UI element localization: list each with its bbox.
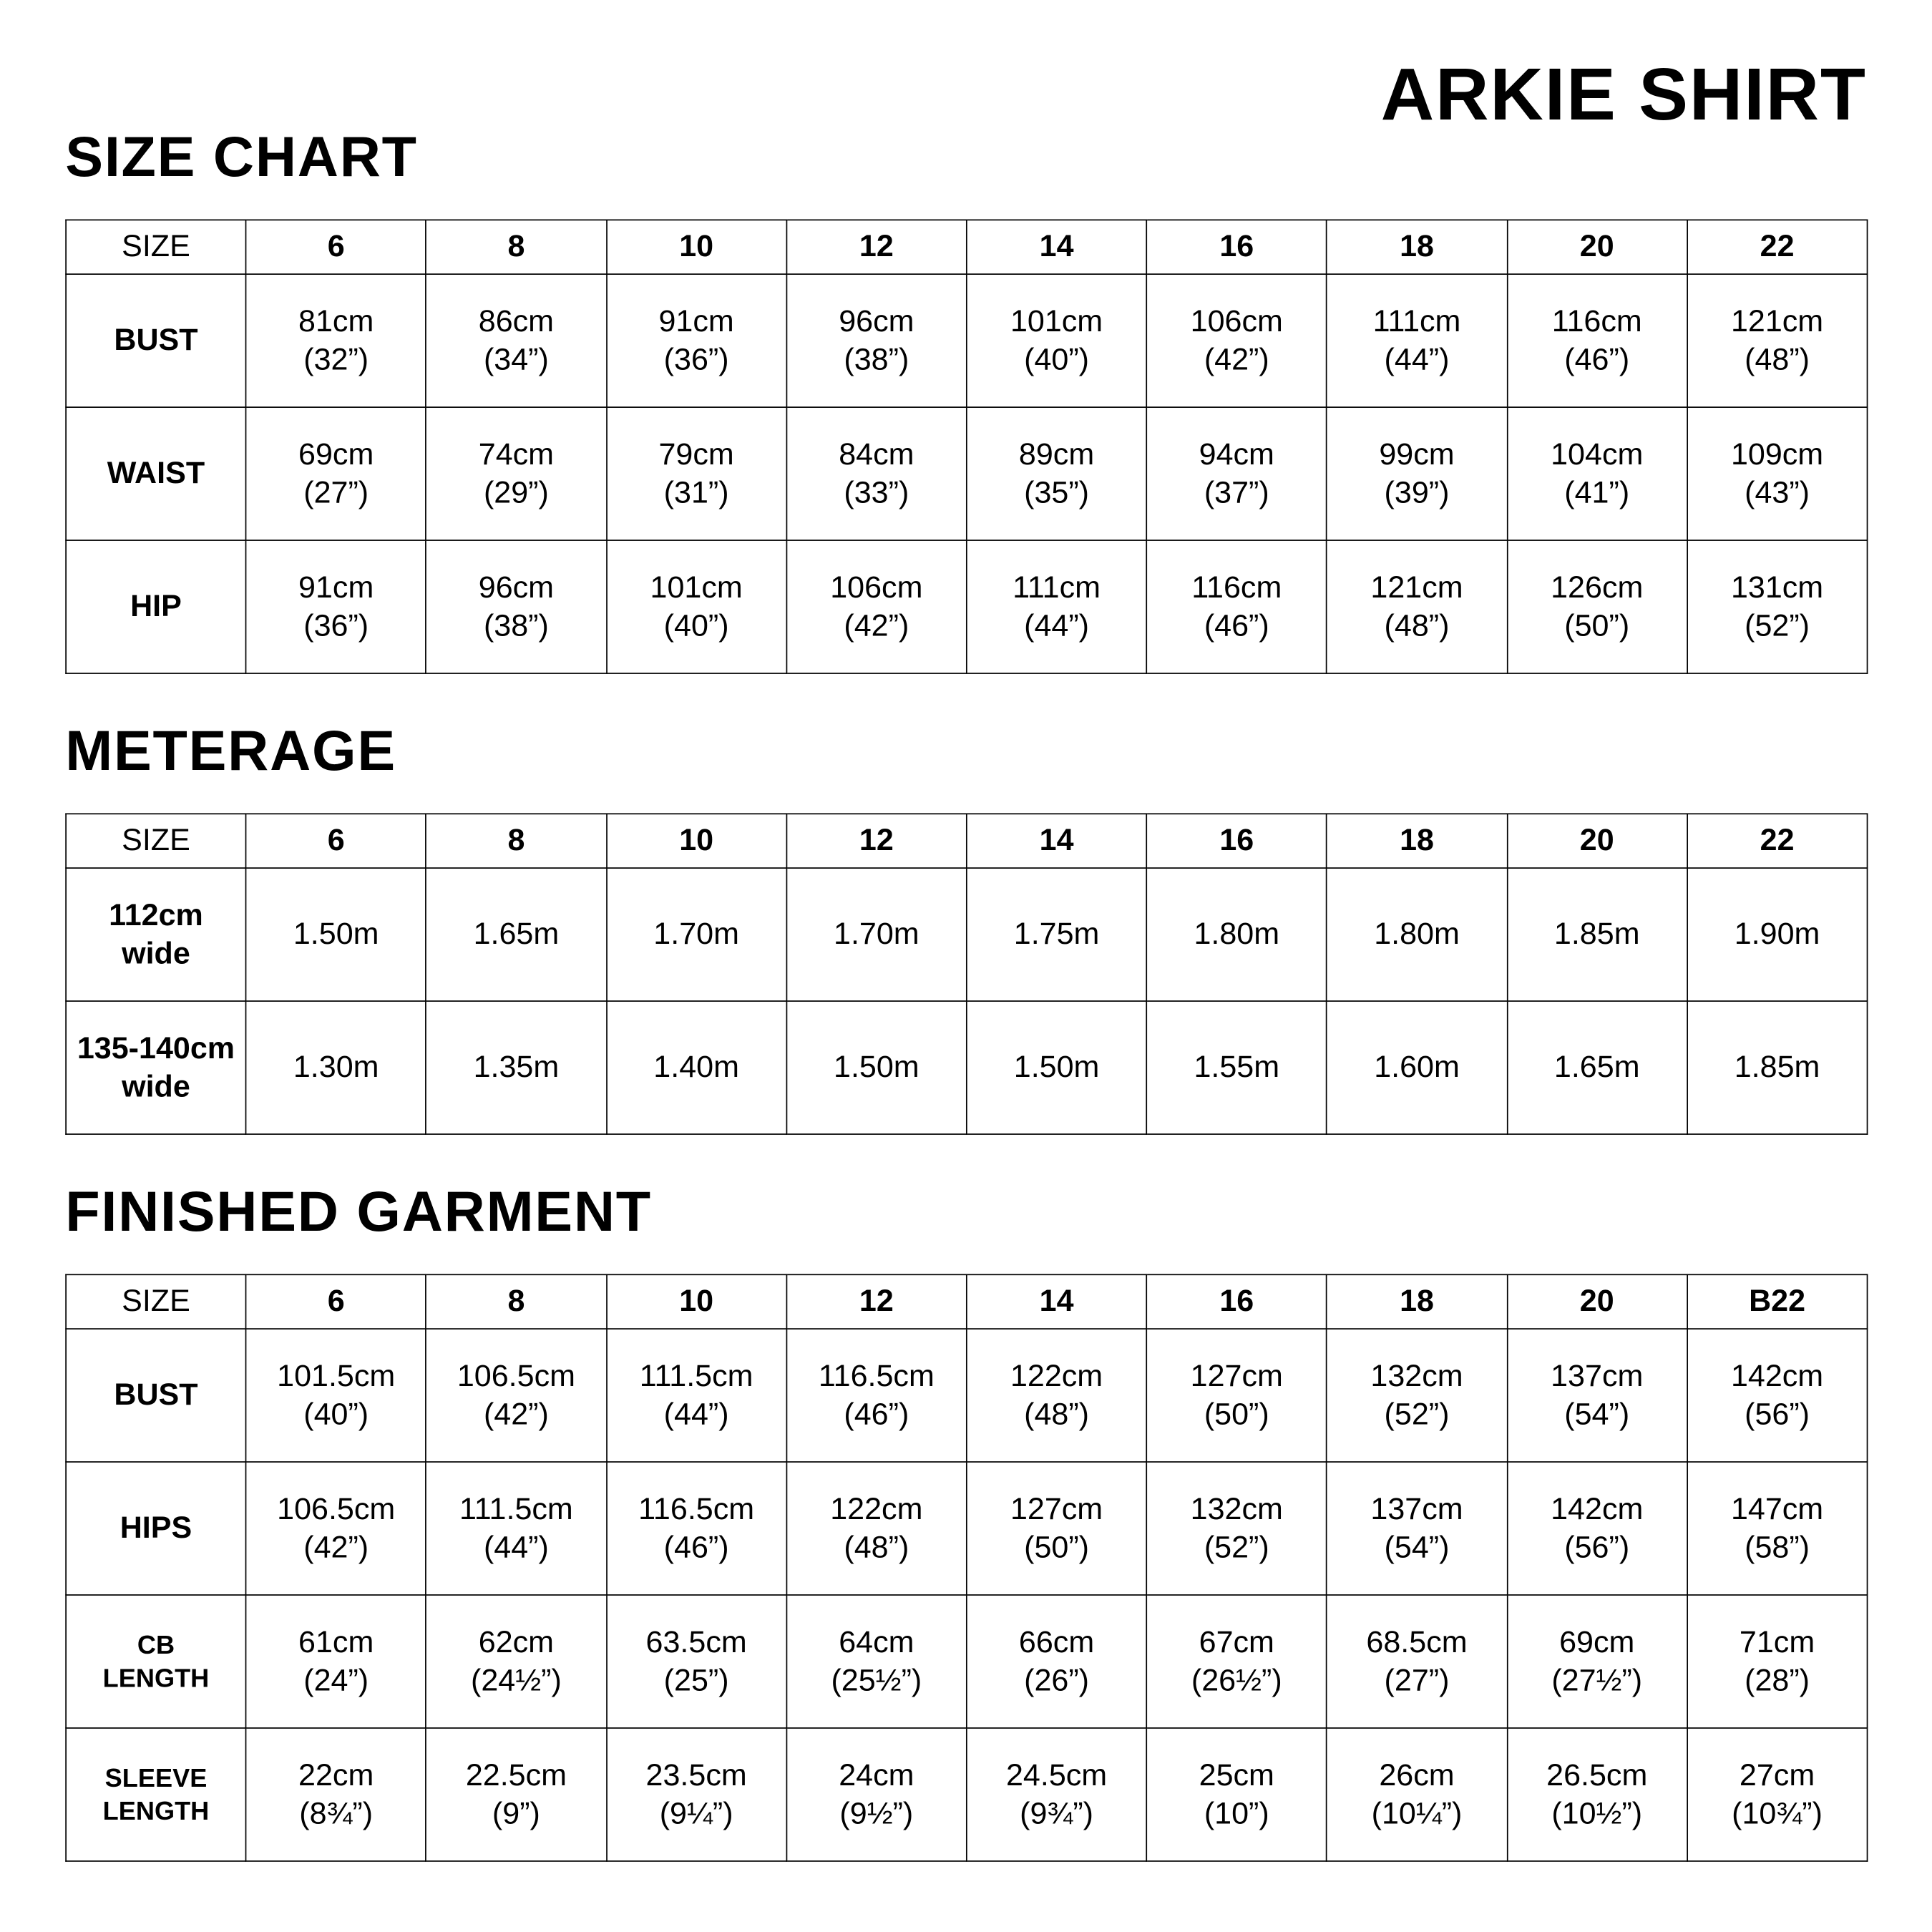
size-header-cell: 6: [246, 1274, 426, 1329]
imperial-value: (9¾”): [1020, 1795, 1093, 1830]
measurement-cell: [426, 868, 607, 1001]
size-header-cell: 22: [1687, 220, 1868, 274]
metric-value: 106cm: [1190, 303, 1283, 338]
imperial-value: (42”): [1204, 341, 1269, 377]
imperial-value: (42”): [844, 608, 909, 643]
imperial-value: (25½”): [831, 1662, 922, 1697]
metric-value: 104cm: [1551, 436, 1644, 472]
measurement-cell: [606, 1595, 786, 1728]
imperial-value: (10”): [1204, 1795, 1269, 1830]
size-header-cell: 8: [426, 814, 607, 868]
size-header-cell: 8: [426, 1274, 607, 1329]
imperial-value: (26”): [1024, 1662, 1090, 1697]
measurement-cell: [1146, 1329, 1327, 1462]
imperial-value: (40”): [303, 1396, 369, 1431]
measurement-cell: [967, 1462, 1147, 1595]
measurement-cell: [786, 274, 967, 407]
measurement-cell: [1687, 868, 1868, 1001]
measurement-cell: [246, 540, 426, 673]
metric-value: 127cm: [1190, 1358, 1283, 1393]
measurement-cell: [1687, 1462, 1868, 1595]
measurement-cell: [426, 1001, 607, 1134]
size-header-cell: 20: [1507, 220, 1687, 274]
metric-value: 122cm: [830, 1491, 923, 1526]
imperial-value: (40”): [663, 608, 729, 643]
imperial-value: (56”): [1745, 1396, 1810, 1431]
measurement-cell: [426, 274, 607, 407]
imperial-value: (44”): [1384, 341, 1450, 377]
row-label-line: 135-140cm: [77, 1030, 235, 1065]
imperial-value: (42”): [483, 1396, 549, 1431]
metric-value: 1.85m: [1553, 917, 1640, 952]
metric-value: 126cm: [1551, 570, 1644, 605]
imperial-value: (36”): [663, 341, 729, 377]
measurement-cell: [426, 540, 607, 673]
metric-value: 69cm: [1559, 1624, 1635, 1659]
header-row: [66, 220, 1867, 274]
metric-value: 1.90m: [1734, 917, 1820, 952]
measurement-cell: [786, 1001, 967, 1134]
measurement-cell: [426, 1462, 607, 1595]
metric-value: 116.5cm: [638, 1491, 755, 1526]
imperial-value: (31”): [663, 474, 729, 510]
measurement-cell: [246, 1595, 426, 1728]
row-label-line: wide: [122, 1068, 190, 1103]
size-header-cell: 8: [426, 220, 607, 274]
metric-value: 132cm: [1370, 1358, 1463, 1393]
imperial-value: (32”): [303, 341, 369, 377]
row-label-line: LENGTH: [102, 1797, 210, 1825]
size-header-cell: 18: [1327, 1274, 1507, 1329]
metric-value: 101.5cm: [277, 1358, 396, 1393]
metric-value: 86cm: [478, 303, 555, 338]
imperial-value: (52”): [1204, 1529, 1269, 1564]
size-header-cell: 16: [1146, 1274, 1327, 1329]
size-chart-heading: SIZE CHART: [65, 124, 418, 189]
imperial-value: (38”): [483, 608, 549, 643]
imperial-value: (41”): [1564, 474, 1630, 510]
measurement-cell: [1507, 540, 1687, 673]
measurement-cell: [1507, 868, 1687, 1001]
imperial-value: (24”): [303, 1662, 369, 1697]
metric-value: 69cm: [298, 436, 374, 472]
measurement-cell: [1327, 1462, 1507, 1595]
metric-value: 81cm: [298, 303, 374, 338]
measurement-cell: [1687, 1329, 1868, 1462]
size-label-cell: SIZE: [66, 220, 246, 274]
size-header-cell: 18: [1327, 220, 1507, 274]
row-label-line: LENGTH: [102, 1664, 210, 1693]
measurement-cell: [1687, 540, 1868, 673]
measurement-cell: [426, 1329, 607, 1462]
imperial-value: (50”): [1204, 1396, 1269, 1431]
row-label-line: HIPS: [119, 1511, 192, 1546]
imperial-value: (35”): [1024, 474, 1090, 510]
size-header-cell: B22: [1687, 1274, 1868, 1329]
imperial-value: (52”): [1745, 608, 1810, 643]
metric-value: 132cm: [1190, 1491, 1283, 1526]
metric-value: 106cm: [830, 570, 923, 605]
measurement-cell: [967, 1001, 1147, 1134]
measurement-cell: [786, 1595, 967, 1728]
measurement-cell: [1146, 1595, 1327, 1728]
metric-value: 142cm: [1730, 1358, 1824, 1393]
metric-value: 61cm: [298, 1624, 374, 1659]
metric-value: 106.5cm: [277, 1491, 396, 1526]
imperial-value: (24½”): [471, 1662, 562, 1697]
measurement-cell: [1146, 1001, 1327, 1134]
measurement-cell: [786, 540, 967, 673]
metric-value: 91cm: [658, 303, 734, 338]
metric-value: 111.5cm: [639, 1358, 753, 1393]
measurement-cell: [1507, 407, 1687, 540]
row-label-line: wide: [122, 935, 190, 970]
metric-value: 1.50m: [1013, 1050, 1100, 1085]
measurement-cell: [606, 274, 786, 407]
measurement-cell: [967, 407, 1147, 540]
row-label-line: BUST: [114, 323, 198, 358]
table-row: [66, 407, 1867, 540]
measurement-cell: [246, 407, 426, 540]
measurement-cell: [1146, 1462, 1327, 1595]
metric-value: 122cm: [1010, 1358, 1103, 1393]
measurement-cell: [786, 1728, 967, 1861]
measurement-cell: [786, 407, 967, 540]
metric-value: 66cm: [1018, 1624, 1095, 1659]
size-header-cell: 14: [967, 220, 1147, 274]
size-header-cell: 6: [246, 814, 426, 868]
measurement-cell: [967, 1329, 1147, 1462]
size-header-cell: 10: [606, 814, 786, 868]
metric-value: 1.60m: [1374, 1050, 1460, 1085]
imperial-value: (9¼”): [659, 1795, 733, 1830]
metric-value: 116cm: [1191, 570, 1282, 605]
measurement-cell: [606, 868, 786, 1001]
measurement-cell: [1327, 540, 1507, 673]
metric-value: 62cm: [478, 1624, 555, 1659]
measurement-cell: [606, 407, 786, 540]
measurement-cell: [1146, 868, 1327, 1001]
metric-value: 22.5cm: [465, 1757, 567, 1792]
metric-value: 1.50m: [293, 917, 379, 952]
size-label-cell: SIZE: [66, 1274, 246, 1329]
measurement-cell: [246, 1329, 426, 1462]
metric-value: 121cm: [1370, 570, 1463, 605]
measurement-cell: [1146, 540, 1327, 673]
measurement-cell: [1687, 1728, 1868, 1861]
imperial-value: (8¾”): [299, 1795, 374, 1830]
imperial-value: (43”): [1745, 474, 1810, 510]
meterage-heading: METERAGE: [65, 718, 396, 783]
metric-value: 147cm: [1730, 1491, 1824, 1526]
row-label-line: CB: [137, 1630, 175, 1659]
measurement-cell: [1507, 274, 1687, 407]
metric-value: 1.65m: [1553, 1050, 1640, 1085]
imperial-value: (58”): [1745, 1529, 1810, 1564]
imperial-value: (9”): [492, 1795, 540, 1830]
metric-value: 106.5cm: [457, 1358, 575, 1393]
imperial-value: (10½”): [1551, 1795, 1643, 1830]
imperial-value: (29”): [483, 474, 549, 510]
measurement-cell: [1327, 868, 1507, 1001]
imperial-value: (56”): [1564, 1529, 1630, 1564]
size-header-cell: 16: [1146, 814, 1327, 868]
imperial-value: (38”): [844, 341, 909, 377]
measurement-cell: [1507, 1595, 1687, 1728]
measurement-cell: [246, 1728, 426, 1861]
imperial-value: (54”): [1384, 1529, 1450, 1564]
measurement-cell: [1146, 274, 1327, 407]
metric-value: 111.5cm: [459, 1491, 573, 1526]
metric-value: 121cm: [1730, 303, 1824, 338]
metric-value: 68.5cm: [1366, 1624, 1468, 1659]
imperial-value: (46”): [1564, 341, 1630, 377]
size-header-cell: 16: [1146, 220, 1327, 274]
row-label-cell: [66, 1001, 246, 1134]
imperial-value: (34”): [483, 341, 549, 377]
imperial-value: (36”): [303, 608, 369, 643]
metric-value: 1.65m: [473, 917, 560, 952]
metric-value: 71cm: [1739, 1624, 1815, 1659]
row-label-cell: [66, 274, 246, 407]
imperial-value: (27”): [1384, 1662, 1450, 1697]
measurement-cell: [967, 1595, 1147, 1728]
size-header-cell: 10: [606, 220, 786, 274]
metric-value: 101cm: [650, 570, 743, 605]
size-header-cell: 12: [786, 220, 967, 274]
metric-value: 25cm: [1199, 1757, 1274, 1792]
imperial-value: (44”): [483, 1529, 549, 1564]
imperial-value: (48”): [1745, 341, 1810, 377]
size-header-cell: 20: [1507, 814, 1687, 868]
metric-value: 109cm: [1730, 436, 1824, 472]
metric-value: 1.80m: [1194, 917, 1280, 952]
measurement-cell: [246, 868, 426, 1001]
measurement-cell: [786, 1462, 967, 1595]
table-row: [66, 1001, 1867, 1134]
row-label-cell: [66, 407, 246, 540]
page-title: ARKIE SHIRT: [1380, 53, 1867, 136]
measurement-cell: [786, 1329, 967, 1462]
metric-value: 22cm: [298, 1757, 374, 1792]
metric-value: 1.70m: [653, 917, 739, 952]
size-label-cell: SIZE: [66, 814, 246, 868]
measurement-cell: [1507, 1462, 1687, 1595]
measurement-cell: [426, 407, 607, 540]
header-row: [66, 814, 1867, 868]
imperial-value: (48”): [844, 1529, 909, 1564]
imperial-value: (26½”): [1191, 1662, 1282, 1697]
metric-value: 24.5cm: [1005, 1757, 1108, 1792]
row-label-cell: [66, 1595, 246, 1728]
metric-value: 96cm: [478, 570, 555, 605]
metric-value: 26.5cm: [1546, 1757, 1648, 1792]
size-header-cell: 14: [967, 1274, 1147, 1329]
measurement-cell: [1507, 1728, 1687, 1861]
size-header-cell: 6: [246, 220, 426, 274]
metric-value: 1.80m: [1374, 917, 1460, 952]
metric-value: 111cm: [1013, 570, 1101, 605]
metric-value: 111cm: [1372, 303, 1461, 338]
imperial-value: (50”): [1564, 608, 1630, 643]
size-header-cell: 20: [1507, 1274, 1687, 1329]
imperial-value: (48”): [1024, 1396, 1090, 1431]
imperial-value: (10¾”): [1732, 1795, 1823, 1830]
imperial-value: (46”): [844, 1396, 909, 1431]
measurement-cell: [606, 1329, 786, 1462]
measurement-cell: [1327, 1728, 1507, 1861]
metric-value: 84cm: [839, 436, 914, 472]
measurement-cell: [1327, 1001, 1507, 1134]
imperial-value: (54”): [1564, 1396, 1630, 1431]
metric-value: 94cm: [1199, 436, 1274, 472]
measurement-cell: [1687, 1001, 1868, 1134]
metric-value: 1.75m: [1013, 917, 1100, 952]
measurement-cell: [606, 1728, 786, 1861]
metric-value: 116cm: [1551, 303, 1642, 338]
row-label-cell: [66, 868, 246, 1001]
imperial-value: (44”): [1024, 608, 1090, 643]
measurement-cell: [1687, 274, 1868, 407]
imperial-value: (9½”): [839, 1795, 914, 1830]
metric-value: 116.5cm: [818, 1358, 935, 1393]
measurement-cell: [606, 1462, 786, 1595]
metric-value: 1.70m: [834, 917, 919, 952]
measurement-cell: [246, 274, 426, 407]
measurement-cell: [606, 540, 786, 673]
measurement-cell: [1327, 407, 1507, 540]
metric-value: 89cm: [1018, 436, 1095, 472]
imperial-value: (50”): [1024, 1529, 1090, 1564]
imperial-value: (27”): [303, 474, 369, 510]
imperial-value: (25”): [663, 1662, 729, 1697]
row-label-cell: [66, 1329, 246, 1462]
metric-value: 64cm: [839, 1624, 914, 1659]
measurement-cell: [1507, 1329, 1687, 1462]
finished-garment-heading: FINISHED GARMENT: [65, 1179, 652, 1244]
imperial-value: (52”): [1384, 1396, 1450, 1431]
metric-value: 142cm: [1551, 1491, 1644, 1526]
table-row: [66, 1329, 1867, 1462]
metric-value: 23.5cm: [645, 1757, 747, 1792]
imperial-value: (40”): [1024, 341, 1090, 377]
imperial-value: (37”): [1204, 474, 1269, 510]
row-label-line: HIP: [130, 589, 182, 624]
table-row: [66, 540, 1867, 673]
metric-value: 1.35m: [473, 1050, 560, 1085]
table-row: [66, 868, 1867, 1001]
imperial-value: (42”): [303, 1529, 369, 1564]
imperial-value: (27½”): [1551, 1662, 1643, 1697]
size-header-cell: 10: [606, 1274, 786, 1329]
measurement-cell: [1327, 274, 1507, 407]
metric-value: 1.85m: [1734, 1050, 1820, 1085]
metric-value: 137cm: [1370, 1491, 1463, 1526]
metric-value: 127cm: [1010, 1491, 1103, 1526]
metric-value: 1.50m: [834, 1050, 919, 1085]
row-label-cell: [66, 1728, 246, 1861]
measurement-cell: [1327, 1595, 1507, 1728]
measurement-cell: [426, 1728, 607, 1861]
measurement-cell: [1687, 1595, 1868, 1728]
measurement-cell: [606, 1001, 786, 1134]
imperial-value: (44”): [663, 1396, 729, 1431]
measurement-cell: [967, 274, 1147, 407]
row-label-line: WAIST: [107, 456, 205, 491]
metric-value: 1.40m: [653, 1050, 739, 1085]
metric-value: 26cm: [1379, 1757, 1455, 1792]
measurement-cell: [1146, 407, 1327, 540]
metric-value: 24cm: [839, 1757, 914, 1792]
imperial-value: (46”): [1204, 608, 1269, 643]
measurement-cell: [246, 1462, 426, 1595]
imperial-value: (46”): [663, 1529, 729, 1564]
metric-value: 131cm: [1730, 570, 1824, 605]
size-header-cell: 12: [786, 814, 967, 868]
meterage-table: [65, 813, 1868, 1134]
measurement-cell: [967, 1728, 1147, 1861]
measurement-cell: [786, 868, 967, 1001]
measurement-cell: [1146, 1728, 1327, 1861]
size-header-cell: 18: [1327, 814, 1507, 868]
metric-value: 96cm: [839, 303, 914, 338]
metric-value: 101cm: [1010, 303, 1103, 338]
measurement-cell: [1687, 407, 1868, 540]
measurement-cell: [967, 540, 1147, 673]
table-row: [66, 1595, 1867, 1728]
row-label-cell: [66, 540, 246, 673]
table-row: [66, 1462, 1867, 1595]
imperial-value: (10¼”): [1371, 1795, 1463, 1830]
finished-garment-table: [65, 1274, 1868, 1861]
metric-value: 79cm: [658, 436, 734, 472]
row-label-cell: [66, 1462, 246, 1595]
row-label-line: BUST: [114, 1377, 198, 1413]
metric-value: 1.55m: [1194, 1050, 1280, 1085]
imperial-value: (28”): [1745, 1662, 1810, 1697]
measurement-cell: [426, 1595, 607, 1728]
metric-value: 1.30m: [293, 1050, 379, 1085]
measurement-cell: [246, 1001, 426, 1134]
row-label-line: 112cm: [109, 897, 203, 932]
size-header-cell: 22: [1687, 814, 1868, 868]
metric-value: 91cm: [298, 570, 374, 605]
metric-value: 137cm: [1551, 1358, 1644, 1393]
size-chart-table: [65, 219, 1868, 673]
metric-value: 27cm: [1739, 1757, 1815, 1792]
size-header-cell: 12: [786, 1274, 967, 1329]
imperial-value: (48”): [1384, 608, 1450, 643]
measurement-cell: [967, 868, 1147, 1001]
metric-value: 74cm: [478, 436, 555, 472]
metric-value: 67cm: [1199, 1624, 1274, 1659]
size-header-cell: 14: [967, 814, 1147, 868]
metric-value: 63.5cm: [645, 1624, 747, 1659]
imperial-value: (33”): [844, 474, 909, 510]
header-row: [66, 1274, 1867, 1329]
row-label-line: SLEEVE: [104, 1763, 208, 1792]
measurement-cell: [1327, 1329, 1507, 1462]
measurement-cell: [1507, 1001, 1687, 1134]
metric-value: 99cm: [1379, 436, 1455, 472]
table-row: [66, 274, 1867, 407]
imperial-value: (39”): [1384, 474, 1450, 510]
table-row: [66, 1728, 1867, 1861]
